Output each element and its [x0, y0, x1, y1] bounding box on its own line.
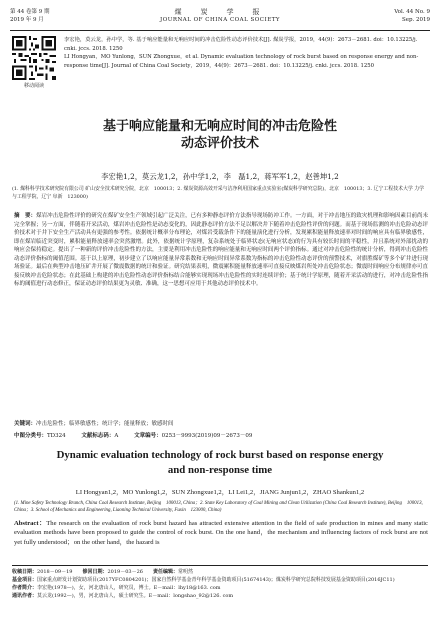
- keywords-cn: [14, 420, 428, 429]
- paper-title-cn: [0, 118, 440, 152]
- abstract-cn-label: 摘 要：: [14, 213, 37, 219]
- journal-header: [10, 6, 430, 31]
- qr-label: 移动阅读: [23, 83, 44, 89]
- footnote-corresponding: [12, 592, 428, 600]
- footnote-author: [12, 584, 428, 592]
- classification-line: [14, 432, 428, 441]
- journal-name-cn: 煤 炭 学 报: [174, 8, 266, 16]
- keywords-cn-label: 关键词：: [14, 421, 37, 427]
- abstract-en-text: The research on the evaluation of rock burst hazard has attracted extensive attention in the field of safe production in mines and many static evaluation methods have been proposed to guide the control of rock burst. On the one hand，the mechanism and influencing factors of rock burst are not yet fully understood；on the other hand，the hazard is: [14, 520, 428, 546]
- clc-value: TD324: [47, 433, 66, 439]
- journal-name: [10, 8, 430, 24]
- paper-title-en-line1: Dynamic evaluation technology of rock burst based on response energy: [56, 449, 384, 461]
- revised-label: 修回日期：: [82, 569, 108, 575]
- article-footnote: [12, 565, 428, 600]
- received-date: 2018－09－19: [37, 569, 73, 575]
- issue-info-en: [394, 8, 430, 24]
- fund-label: 基金项目：: [12, 577, 38, 583]
- article-number-value: 0253－9993(2019)09－2673－09: [161, 433, 253, 439]
- issue-date-en: Sep. 2019: [401, 17, 430, 23]
- citation-block: [64, 36, 430, 70]
- volume-issue: 第 44 卷第 9 期: [10, 9, 50, 15]
- issue-date: 2019 年 9 月: [10, 17, 44, 23]
- qr-code-icon[interactable]: [12, 36, 56, 80]
- authors-cn: 李宏艳1,2，莫云龙1,2，孙中学1,2，李 磊1,2，蒋军军1,2，赵善坤1,2: [101, 172, 339, 181]
- doc-code-label: 文献标志码：: [81, 433, 115, 439]
- corresponding-text: 莫云龙(1992—)，男，河北唐山人，硕士研究生。E－mail：longshao_92@126. com: [37, 593, 234, 599]
- doc-code-value: A: [114, 433, 119, 439]
- author-bio-text: 李宏艳(1978—)，女，河北唐山人，研究员，博士。E－mail：lhy18@163. com: [37, 585, 221, 591]
- received-label: 收稿日期：: [12, 569, 38, 575]
- journal-name-en: JOURNAL OF CHINA COAL SOCIETY: [159, 17, 281, 23]
- corresponding-label: 通讯作者：: [12, 593, 38, 599]
- editor-name: 常明然: [177, 569, 193, 575]
- abstract-cn: [14, 212, 428, 289]
- footnote-dates: [12, 568, 428, 576]
- paper-title-cn-line2: 动态评价技术: [180, 136, 259, 151]
- fund-text: 国家重点研发计划资助项目(2017YFC0804201)；国家自然科学基金青年科学基金资助项目(51674143)；煤炭科学研究总院科技发展基金资助项目(2016JC11): [37, 577, 395, 583]
- article-number-label: 文章编号：: [134, 433, 162, 439]
- citation-cn: 李宏艳，莫云龙，孙中学，等. 基于响应能量和无响应时间的冲击危险性动态评价技术[J]. 煤炭学报，2019，44(9)：2673－2681. doi：10.13225/j. cnki. jccs. 2018. 1250: [64, 37, 418, 52]
- paper-title-en-line2: and non-response time: [167, 463, 273, 476]
- paper-title-en: [0, 448, 440, 477]
- volume-issue-en: Vol. 44 No. 9: [394, 9, 430, 15]
- affiliations-en: (1. Mine Safety Technology Branch, China Coal Research Institute, Beijing 100013, China；2. State Key Laboratory of Coal Mining and Clean Utilization (China Coal Research Institute), Beijing 100013, China；3. School of Mechanics and Engineering, Liaoning Technical University, Fuxin 123000, China): [14, 501, 423, 514]
- author-bio-label: 作者简介：: [12, 585, 38, 591]
- paper-title-cn-line1: 基于响应能量和无响应时间的冲击危险性: [102, 119, 337, 134]
- keywords-cn-text: 冲击危险性；临界敏感性；统计学；能量释放；敏感时间: [36, 421, 174, 427]
- abstract-en-label: Abstract：: [14, 520, 47, 527]
- editor-label: 责任编辑：: [152, 569, 178, 575]
- footnote-fund: [12, 576, 428, 584]
- citation-en: LI Hongyan，MO Yunlong，SUN Zhongxue，et al. Dynamic evaluation technology of rock burst based on response energy and non-response time[J]. Journal of China Coal Society，2019，44(9)：2673－2681. doi：10.13225/j. cnki. jccs. 2018. 1250: [64, 54, 419, 69]
- authors-en: LI Hongyan1,2，MO Yunlong1,2，SUN Zhongxue1,2，LI Lei1,2，JIANG Junjun1,2，ZHAO Shankun1,2: [75, 489, 365, 496]
- abstract-cn-text: 煤岩冲击危险性评价的研究在煤矿安全生产领域引起广泛关注，已有多种静态评价方法指导现场防冲工作。一方面，对于冲击地压的致灾机理和影响因素目前尚未完全掌握；另一方面，伴随着开采活动，煤岩冲击危险性是动态变化的，因此静态评价方法不足以解决井下随着冲击危险性评价的问题。而基于现场监测的冲击危险动态评价技术对于井下安全生产活动具有更强的参考性。依据统计概率分布理论，对煤岩受载条件下的能量演化进行分析，发现累积能量释放速率对时间的响应具有临界敏感性，即在煤岩临近突变时，累积能量释放速率会突然激增。此外，依据统计学原理，复杂系统处于临界状态(无响应状态)的行为具有较长时间的平稳性，并且系统对外部扰动的响应会保持稳定。提出了一种新的评价冲击危险性的方法，主要是利用冲击危险性的响应能量和无响应时间两个评价指标。通过对冲击危险性的统计分析，得到冲击危险性动态评价指标的阈值范围。基于以上原理，初步建立了以响应能量异常系数和无响应时间异常系数为指标的冲击危险性动态评价的预警技术，对旗胜煤矿等多个矿井进行现场验证。最后在典型冲击地压矿井开展了微震数据的统计和验证。研究结果表明，微震累积能量释放速率可直接反映煤岩所处冲击危险状态；微震时间响应分布规律亦可直接反映冲击危险状态；在此基础上构建的冲击危险性动态评价指标结合能够实现现场冲击危险性的实时连续评价；基于统计学原理，随着开采活动的进行，对冲击危险性指标的阈值进行动态修正，保证动态评价结果更为灵敏、准确，这一思想可应用于其他动态评价技术中。: [14, 213, 428, 287]
- revised-date: 2019－03－26: [107, 569, 143, 575]
- clc-label: 中图分类号：: [14, 433, 48, 439]
- affiliations-cn: (1. 煤科科学技术研究院有限公司 矿山安全技术研究分院，北京 100013；2. 煤炭资源高效开采与洁净利用国家重点实验室(煤炭科学研究总院)，北京 100013；3. 辽宁工程技术大学 力学与工程学院，辽宁 阜新 123000): [12, 186, 425, 200]
- abstract-en: [14, 519, 428, 547]
